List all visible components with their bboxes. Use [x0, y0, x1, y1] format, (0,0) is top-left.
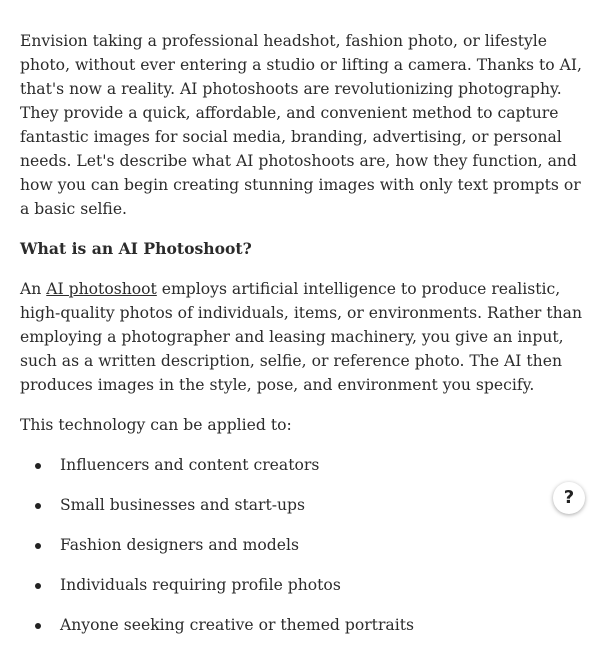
list-item-text: Individuals requiring profile photos	[60, 576, 341, 594]
question-mark-icon: ?	[563, 487, 575, 508]
list-item-text: Fashion designers and models	[60, 536, 299, 554]
list-item	[20, 453, 582, 477]
list-item-text: Anyone seeking creative or themed portraits	[60, 616, 414, 634]
definition-prefix: An	[20, 280, 47, 298]
help-button[interactable]	[553, 482, 585, 514]
list-item	[20, 613, 582, 637]
article-body	[20, 29, 582, 653]
section-heading: What is an AI Photoshoot?	[20, 239, 252, 258]
intro-paragraph: Envision taking a professional headshot, fashion photo, or lifestyle photo, without ever entering a studio or lifting a camera. Thanks to AI, that's now a reality. AI photoshoots are revolutionizing photography. They provide a quick, affordable, and convenient method to capture fantastic images for social media, branding, advertising, or personal needs. Let's describe what AI photoshoots are, how they function, and how you can begin creating stunning images with only text prompts or a basic selfie.	[20, 32, 582, 218]
use-case-list	[20, 453, 582, 637]
list-item	[20, 573, 582, 597]
ai-photoshoot-link[interactable]: AI photoshoot	[46, 280, 157, 298]
bullet-icon	[35, 463, 41, 469]
bullet-icon	[35, 623, 41, 629]
definition-paragraph	[20, 277, 582, 397]
list-item-text: Small businesses and start-ups	[60, 496, 306, 514]
bullet-icon	[35, 583, 41, 589]
bullet-icon	[35, 543, 41, 549]
list-item-text: Influencers and content creators	[60, 456, 320, 474]
bullet-icon	[35, 503, 41, 509]
list-item	[20, 533, 582, 557]
definition-text: employs artificial intelligence to produce realistic, high-quality photos of individuals, items, or environments. Rather than employing a photographer and leasing machinery, you give an input, such as a written description, selfie, or reference photo. The AI then produces images in the style, pose, and environment you specify.	[20, 280, 582, 394]
list-intro: This technology can be applied to:	[20, 416, 292, 434]
list-item	[20, 493, 582, 517]
